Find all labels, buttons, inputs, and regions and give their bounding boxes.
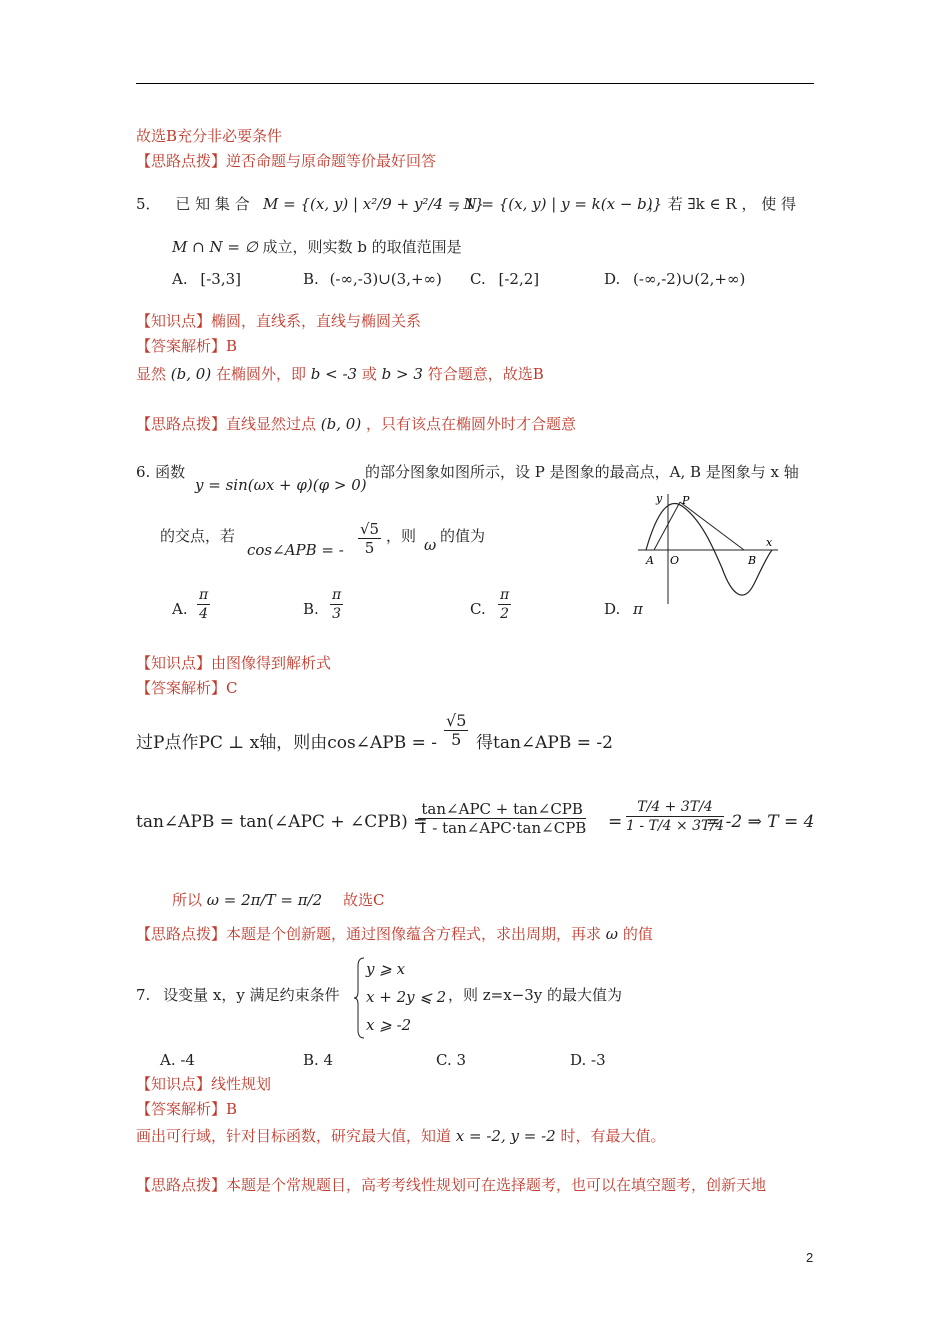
q5-stem bbox=[136, 194, 250, 214]
q6-sol2-tden: 1 - T/4 × 3T/4 bbox=[626, 818, 724, 834]
q5-stem-mid: ， 若 ∃k ∈ R ， 使 得 bbox=[648, 195, 797, 213]
q6-option-b-den: 3 bbox=[332, 606, 342, 622]
q6-stem-line1 bbox=[136, 462, 185, 482]
q5-explain-ineq2: b > 3 bbox=[381, 365, 423, 383]
header-rule bbox=[136, 83, 814, 84]
q6-option-c-num: π bbox=[500, 587, 510, 603]
q6-answer: 【答案解析】C bbox=[136, 679, 238, 697]
q5-explain-c: 或 bbox=[361, 365, 377, 383]
q6-graph-label-o: O bbox=[670, 554, 680, 567]
q6-solution-line1 bbox=[136, 728, 437, 753]
q5-option-a bbox=[172, 270, 241, 288]
q7-option-a: A. -4 bbox=[160, 1051, 195, 1069]
q5-hint-a: 【思路点拨】直线显然过点 bbox=[136, 415, 317, 433]
q5-option-a-value: [-3,3] bbox=[200, 270, 242, 288]
q6-stem-e: 的值为 bbox=[440, 527, 486, 545]
q7-stem-a: 设变量 x，y 满足约束条件 bbox=[163, 986, 340, 1004]
q7-knowledge: 【知识点】线性规划 bbox=[136, 1075, 272, 1093]
q6-option-b-num: π bbox=[332, 587, 342, 603]
q6-sol2-num: tan∠APC + tan∠CPB bbox=[418, 800, 586, 819]
q7-answer: 【答案解析】B bbox=[136, 1100, 238, 1118]
q6-stem-b: 的部分图象如图所示，设 P 是图象的最高点，A, B 是图象与 x 轴 bbox=[365, 463, 799, 481]
q6-graph-segment-pa bbox=[654, 502, 680, 550]
q6-function: y = sin(ωx + φ)(φ > 0) bbox=[195, 476, 367, 494]
q6-cos-den: 5 bbox=[364, 539, 375, 557]
q5-hint-b: ，只有该点在椭圆外时才合题意 bbox=[365, 415, 576, 433]
q6-option-b bbox=[330, 586, 343, 623]
q5-option-a-label: A. bbox=[172, 270, 188, 288]
q5-line2 bbox=[172, 237, 462, 257]
page-number: 2 bbox=[806, 1250, 814, 1265]
q6-sol2-den: 1 - tan∠APC·tan∠CPB bbox=[418, 819, 587, 837]
q5-option-b bbox=[303, 270, 442, 288]
q6-sol2-eq: = bbox=[608, 812, 623, 832]
q5-explain-point: (b, 0) bbox=[170, 365, 212, 383]
q6-sol2-tnum: T/4 + 3T/4 bbox=[626, 798, 724, 817]
q6-sol1-b: 得tan∠APB = -2 bbox=[476, 733, 613, 753]
q6-stem-c: 的交点，若 bbox=[160, 527, 236, 545]
q6-graph-label-y: y bbox=[656, 492, 663, 505]
q5-explain-ineq1: b < -3 bbox=[310, 365, 358, 383]
q6-sol2-lhs: tan∠APB = tan(∠APC + ∠CPB) = bbox=[136, 812, 428, 832]
q6-option-c bbox=[498, 586, 511, 623]
q7-constraint-2: x + 2y ⩽ 2 bbox=[366, 988, 447, 1006]
q6-option-a-num: π bbox=[199, 587, 209, 603]
q7-option-b: B. 4 bbox=[303, 1051, 334, 1069]
q7-brace bbox=[354, 956, 366, 1040]
q5-hint bbox=[136, 414, 576, 434]
q6-option-a bbox=[197, 586, 210, 623]
q7-option-d: D. -3 bbox=[570, 1051, 606, 1069]
q5-line2-math: M ∩ N = ∅ bbox=[172, 238, 258, 256]
q6-graph-segment-pb bbox=[680, 502, 744, 550]
q6-knowledge: 【知识点】由图像得到解析式 bbox=[136, 654, 332, 672]
q5-option-b-value: (-∞,-3)∪(3,+∞) bbox=[329, 270, 442, 288]
q7-explain bbox=[136, 1126, 666, 1146]
q5-stem-prefix: 已 知 集 合 bbox=[175, 195, 250, 213]
q7-constraint-3: x ⩾ -2 bbox=[366, 1016, 412, 1034]
q6-option-a-den: 4 bbox=[199, 606, 209, 622]
q6-hint-omega: ω bbox=[605, 925, 619, 943]
q6-cos-frac bbox=[358, 520, 381, 557]
q6-graph-label-p: P bbox=[682, 494, 690, 507]
q5-set-n: , N = {(x, y) | y = k(x − b)} bbox=[454, 195, 663, 213]
q6-cos-expr: cos∠APB = - bbox=[247, 541, 344, 559]
q5-option-b-label: B. bbox=[303, 270, 319, 288]
q6-sol1-frac bbox=[444, 712, 468, 749]
q6-option-d-value: π bbox=[633, 600, 643, 618]
q5-option-c-label: C. bbox=[470, 270, 486, 288]
q5-explain-b: 在椭圆外，即 bbox=[215, 365, 306, 383]
q7-stem bbox=[136, 985, 340, 1005]
q5-answer: 【答案解析】B bbox=[136, 337, 238, 355]
q6-option-c-label: C. bbox=[470, 600, 486, 618]
q6-sol1-den: 5 bbox=[451, 730, 462, 749]
q5-option-d-value: (-∞,-2)∪(2,+∞) bbox=[633, 270, 746, 288]
q7-stem-b: ，则 z=x−3y 的最大值为 bbox=[448, 986, 623, 1004]
q6-sol3-a: 所以 bbox=[172, 891, 203, 909]
q6-graph bbox=[632, 488, 782, 608]
q5-option-d bbox=[604, 270, 745, 288]
q6-number: 6. bbox=[136, 463, 151, 481]
q7-constraint-1: y ⩾ x bbox=[366, 960, 406, 978]
q7-hint: 【思路点拨】本题是个常规题目，高考考线性规划可在选择题考，也可以在填空题考，创新天地 bbox=[136, 1176, 767, 1194]
q6-hint-text: 【思路点拨】本题是个创新题，通过图像蕴含方程式，求出周期，再求 bbox=[136, 925, 602, 943]
q5-explain-d: 符合题意，故选B bbox=[427, 365, 544, 383]
q6-sol1-a: 过P点作PC ⊥ x轴，则由cos∠APB = - bbox=[136, 733, 437, 753]
q5-set-m: M = {(x, y) | x²/9 + y²/4 = 1} bbox=[263, 195, 485, 213]
q7-explain-math: x = -2, y = -2 bbox=[455, 1127, 556, 1145]
q6-graph-curve bbox=[646, 503, 772, 595]
q6-sol3-b: 故选C bbox=[342, 891, 385, 909]
q6-sol2-frac bbox=[418, 800, 586, 837]
q6-sol1-num: √5 bbox=[446, 711, 467, 730]
q5-number: 5． bbox=[136, 195, 161, 213]
top-answer-line: 故选B充分非必要条件 bbox=[136, 127, 283, 145]
q6-sol3 bbox=[172, 890, 384, 910]
q6-stem-d: ，则 bbox=[386, 527, 417, 545]
q5-knowledge: 【知识点】椭圆，直线系，直线与椭圆关系 bbox=[136, 312, 422, 330]
top-hint-line: 【思路点拨】逆否命题与原命题等价最好回答 bbox=[136, 152, 437, 170]
q6-option-b-label: B. bbox=[303, 600, 319, 618]
q7-number: 7. bbox=[136, 986, 151, 1004]
q6-graph-label-x: x bbox=[766, 536, 773, 549]
q6-option-c-den: 2 bbox=[500, 606, 510, 622]
q6-graph-label-b: B bbox=[748, 554, 757, 567]
q7-explain-a: 画出可行域，针对目标函数，研究最大值，知道 bbox=[136, 1127, 452, 1145]
q6-sol3-math: ω = 2π/T = π/2 bbox=[206, 891, 323, 909]
q5-explain-a: 显然 bbox=[136, 365, 167, 383]
q6-sol2-rhs: = -2 ⇒ T = 4 bbox=[706, 812, 815, 832]
q5-hint-point: (b, 0) bbox=[320, 415, 362, 433]
q6-graph-label-a: A bbox=[646, 554, 654, 567]
q6-cos-num: √5 bbox=[360, 520, 380, 538]
q6-omega: ω bbox=[424, 536, 437, 554]
q5-explain bbox=[136, 364, 544, 384]
q6-hint-end: 的值 bbox=[622, 925, 653, 943]
q6-option-a-label: A. bbox=[172, 600, 188, 618]
q5-option-c bbox=[470, 270, 539, 288]
q6-stem-a: 函数 bbox=[155, 463, 186, 481]
q5-line2-text: 成立，则实数 b 的取值范围是 bbox=[262, 238, 462, 256]
q7-explain-b: 时，有最大值。 bbox=[560, 1127, 666, 1145]
q6-hint bbox=[136, 924, 653, 944]
q5-option-c-value: [-2,2] bbox=[498, 270, 540, 288]
q7-option-c: C. 3 bbox=[436, 1051, 467, 1069]
q5-option-d-label: D. bbox=[604, 270, 621, 288]
q6-option-d bbox=[604, 600, 643, 618]
q6-option-d-label: D. bbox=[604, 600, 621, 618]
